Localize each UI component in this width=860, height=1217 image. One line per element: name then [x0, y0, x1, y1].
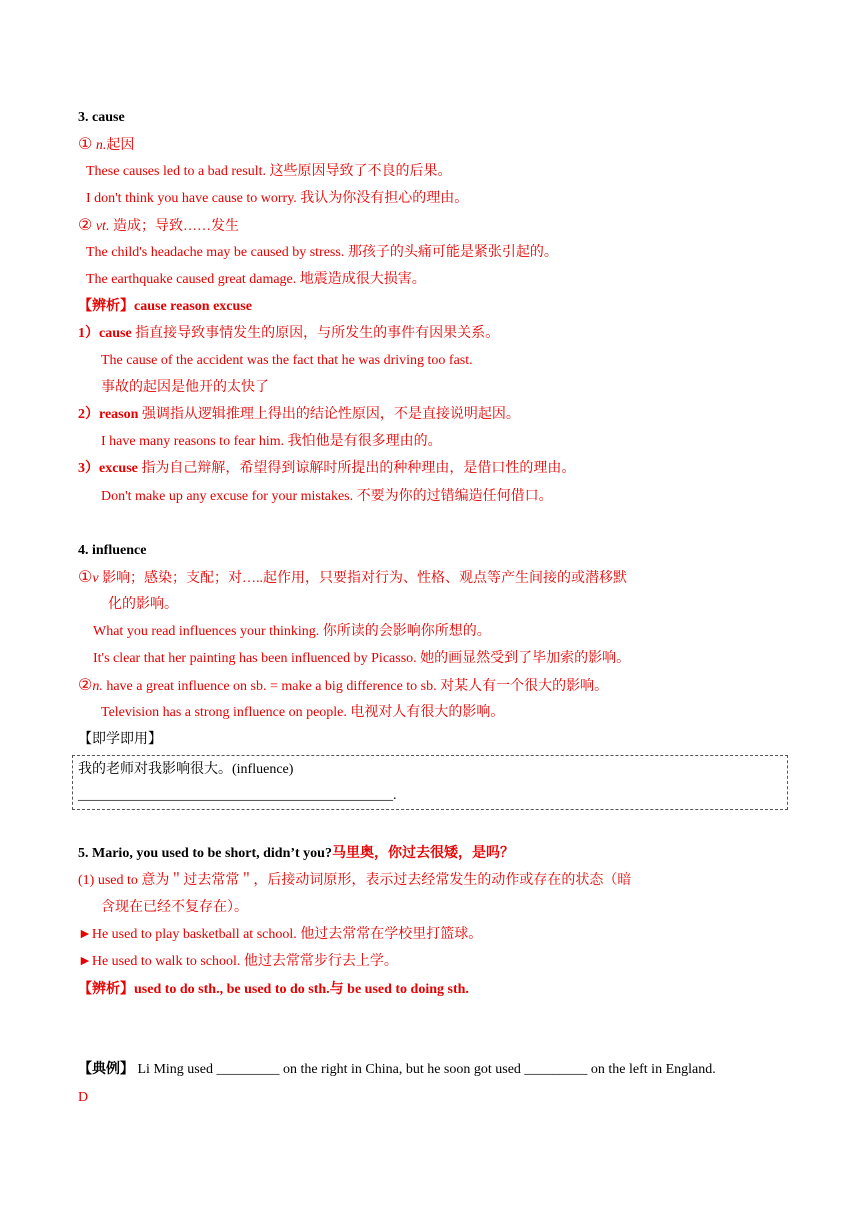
- pos-label: vt.: [95, 219, 110, 234]
- analysis-words: cause reason excuse: [134, 299, 252, 314]
- example-question: [78, 1061, 716, 1079]
- section-4-heading: 4. influence: [78, 543, 147, 558]
- analysis-heading: 【辨析】used to do sth., be used to do sth.与 be used to doing sth.: [78, 982, 469, 997]
- example-sentence: What you read influences your thinking. 你所读的会影响你所想的。: [93, 624, 491, 639]
- answer-letter: D: [78, 1090, 89, 1105]
- analysis-point-1: [78, 325, 499, 343]
- example-sentence: These causes led to a bad result. 这些原因导致了不良的后果。: [86, 164, 452, 179]
- usage-point-1: (1) used to 意为＂过去常常＂，后接动词原形，表示过去经常发生的动作或存在的状态（暗: [78, 873, 632, 888]
- example-sentence: Don't make up any excuse for your mistakes. 不要为你的过错编造任何借口。: [101, 489, 553, 504]
- circled-one-marker: ①: [78, 569, 93, 586]
- definition: have a great influence on sb. = make a big difference to sb. 对某人有一个很大的影响。: [102, 679, 609, 694]
- section-5-heading: [78, 845, 514, 863]
- heading-chinese: 马里奥，你过去很矮，是吗？: [331, 846, 514, 861]
- example-sentence: I don't think you have cause to worry. 我认为你没有担心的理由。: [86, 191, 469, 206]
- example-sentence: I have many reasons to fear him. 我怕他是有很多理由的。: [101, 434, 442, 449]
- practice-label: 【即学即用】: [78, 732, 162, 747]
- definition-continued: 化的影响。: [108, 597, 178, 612]
- example-translation: 事故的起因是他开的太快了: [101, 380, 269, 395]
- definition: 影响；感染；支配；对…..起作用，只要指对行为、性格、观点等产生间接的或潜移默: [98, 571, 628, 586]
- practice-question: 我的老师对我影响很大。(influence): [78, 762, 294, 777]
- example-label: 【典例】: [78, 1062, 134, 1077]
- point-word: excuse: [99, 461, 138, 476]
- pos-label: n.: [95, 138, 107, 153]
- example-sentence: The earthquake caused great damage. 地震造成很大损害。: [86, 272, 426, 287]
- definition: 起因: [106, 138, 135, 153]
- circled-one-marker: ①: [78, 136, 93, 153]
- example-sentence: It's clear that her painting has been influenced by Picasso. 她的画显然受到了毕加索的影响。: [93, 651, 631, 666]
- point-word: cause: [99, 326, 132, 341]
- meaning-2-line: [78, 677, 608, 696]
- example-sentence: Television has a strong influence on people. 电视对人有很大的影响。: [101, 705, 505, 720]
- meaning-1-line: [78, 569, 627, 588]
- analysis-point-2: [78, 406, 520, 424]
- point-text: 强调指从逻辑推理上得出的结论性原因，不是直接说明起因。: [138, 407, 520, 422]
- example-sentence: ►He used to play basketball at school. 他过去常常在学校里打篮球。: [78, 927, 483, 942]
- example-text: Li Ming used _________ on the right in China, but he soon got used _________ on the left in England.: [134, 1062, 716, 1077]
- example-sentence: The child's headache may be caused by stress. 那孩子的头痛可能是紧张引起的。: [86, 245, 558, 260]
- circled-two-marker: ②: [78, 677, 93, 694]
- circled-two-marker: ②: [78, 217, 93, 234]
- section-3-heading: 3. cause: [78, 110, 125, 125]
- heading-english: 5. Mario, you used to be short, didn’t you?: [78, 846, 332, 861]
- point-text: 指直接导致事情发生的原因，与所发生的事件有因果关系。: [131, 326, 500, 341]
- meaning-1-line: [78, 136, 134, 155]
- point-number: 1）: [78, 326, 99, 341]
- point-number: 3）: [78, 461, 99, 476]
- pos-label: n.: [92, 679, 103, 694]
- analysis-bracket-label: 【辨析】: [78, 299, 134, 314]
- usage-point-1-continued: 含现在已经不复存在）。: [101, 900, 248, 915]
- analysis-point-3: [78, 460, 575, 478]
- example-sentence: ►He used to walk to school. 他过去常常步行去上学。: [78, 954, 398, 969]
- point-number: 2）: [78, 407, 99, 422]
- definition: 造成；导致……发生: [109, 219, 239, 234]
- answer-blank[interactable]: _____________________________________________.: [78, 788, 397, 803]
- pos-label: v: [92, 571, 99, 586]
- analysis-heading: [78, 298, 252, 316]
- point-text: 指为自己辩解，希望得到谅解时所提出的种种理由，是借口性的理由。: [137, 461, 576, 476]
- meaning-2-line: [78, 217, 239, 236]
- point-word: reason: [99, 407, 139, 422]
- example-sentence: The cause of the accident was the fact that he was driving too fast.: [101, 353, 473, 368]
- practice-box: [72, 755, 788, 810]
